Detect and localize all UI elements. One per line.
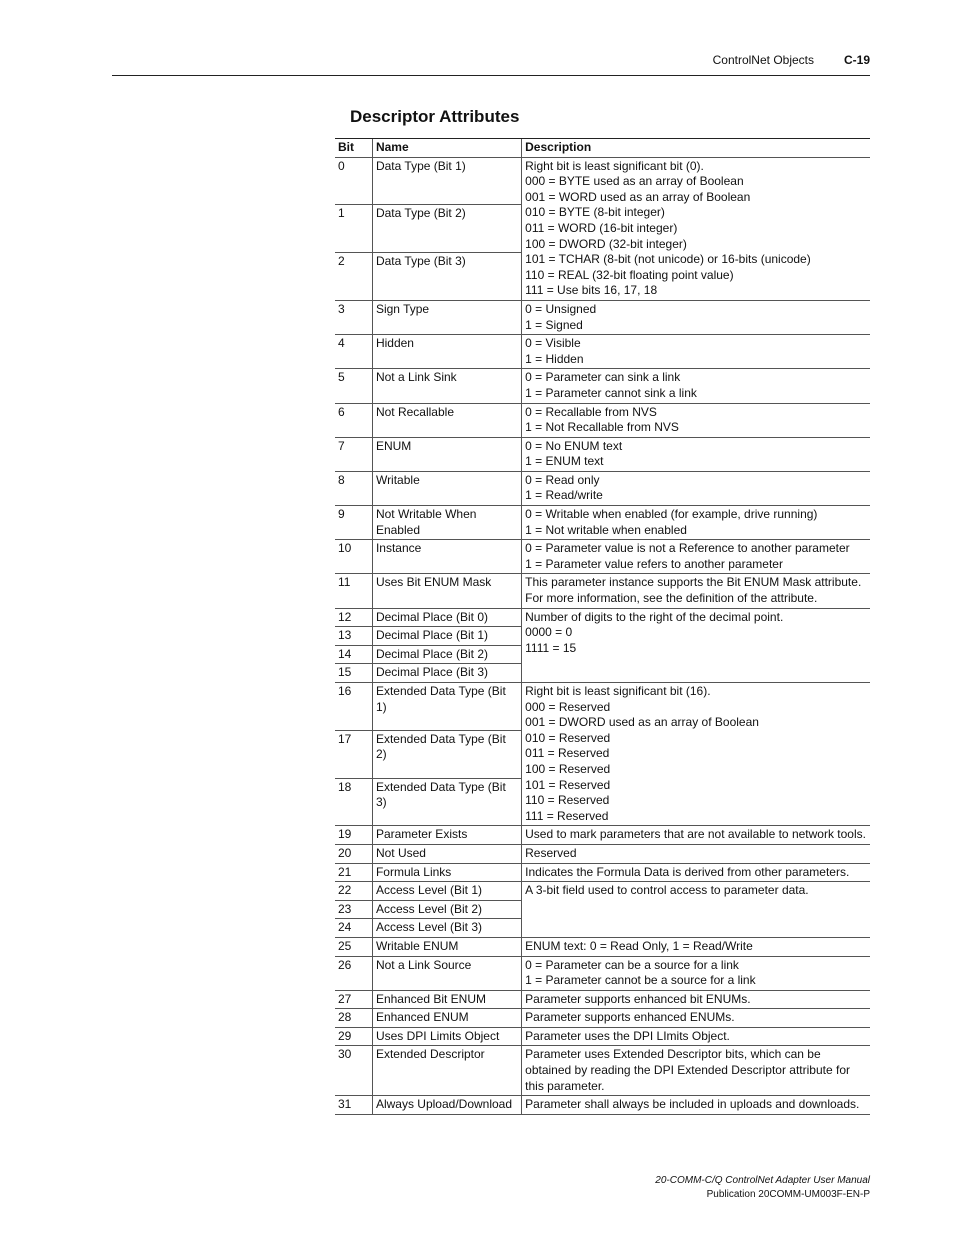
name-cell: Formula Links <box>372 863 521 882</box>
description-line: 011 = Reserved <box>525 746 610 761</box>
table-row <box>335 844 870 863</box>
description-line: Used to mark parameters that are not available to network tools. <box>525 827 866 842</box>
page-number: C-19 <box>843 53 870 67</box>
running-header-section: ControlNet Objects <box>712 53 814 67</box>
description-line: 0 = Recallable from NVS <box>525 404 657 419</box>
description-line: 0 = Read only <box>525 472 600 487</box>
name-cell: Data Type (Bit 2) <box>372 205 521 253</box>
bit-cell: 21 <box>335 863 372 882</box>
description-line: 001 = DWORD used as an array of Boolean <box>525 715 759 730</box>
description-line: 000 = BYTE used as an array of Boolean <box>525 174 744 189</box>
description-line: 100 = DWORD (32-bit integer) <box>525 236 687 251</box>
name-cell: Not Recallable <box>372 403 521 437</box>
bit-cell: 30 <box>335 1046 372 1096</box>
table-row <box>335 437 870 471</box>
footer-publication: Publication 20COMM-UM003F-EN-P <box>706 1189 870 1200</box>
name-cell: Enhanced ENUM <box>372 1009 521 1028</box>
bit-cell: 26 <box>335 956 372 990</box>
table-row <box>335 990 870 1009</box>
table-row <box>335 300 870 334</box>
table-row <box>335 882 870 901</box>
description-line: 111 = Use bits 16, 17, 18 <box>525 283 658 298</box>
name-cell: Extended Data Type (Bit 3) <box>372 778 521 826</box>
description-line: Right bit is least significant bit (0). <box>525 158 704 173</box>
description-line: For more information, see the definition of the attribute. <box>525 591 818 606</box>
name-cell: Writable <box>372 471 521 505</box>
description-line: 0 = Writable when enabled (for example, drive running) <box>525 507 818 522</box>
bit-cell: 14 <box>335 645 372 664</box>
description-line: 101 = Reserved <box>525 777 611 792</box>
column-header-bit: Bit <box>335 139 372 158</box>
name-cell: Enhanced Bit ENUM <box>372 990 521 1009</box>
name-cell: Extended Data Type (Bit 1) <box>372 683 521 731</box>
name-cell: Decimal Place (Bit 3) <box>372 664 521 683</box>
description-line: Parameter supports enhanced ENUMs. <box>525 1010 735 1025</box>
description-line: 000 = Reserved <box>525 699 611 714</box>
bit-cell: 20 <box>335 844 372 863</box>
description-line: 111 = Reserved <box>525 808 609 823</box>
bit-cell: 27 <box>335 990 372 1009</box>
header-rule <box>112 75 870 76</box>
name-cell: Data Type (Bit 3) <box>372 253 521 301</box>
bit-cell: 15 <box>335 664 372 683</box>
bit-cell: 12 <box>335 608 372 627</box>
description-line: Right bit is least significant bit (16). <box>525 684 711 698</box>
description-line: 110 = REAL (32-bit floating point value) <box>525 267 734 282</box>
name-cell: Extended Descriptor <box>372 1046 521 1096</box>
name-cell: Access Level (Bit 2) <box>372 900 521 919</box>
name-cell: Access Level (Bit 1) <box>372 882 521 901</box>
description-line: 0 = Parameter value is not a Reference to another parameter <box>525 541 850 556</box>
table-row <box>335 471 870 505</box>
table-row <box>335 335 870 369</box>
table-row <box>335 937 870 956</box>
description-cell <box>522 844 870 863</box>
description-cell <box>522 882 870 938</box>
bit-cell: 6 <box>335 403 372 437</box>
description-cell <box>522 990 870 1009</box>
description-line: 1 = Parameter cannot be a source for a link <box>525 973 756 988</box>
name-cell: Sign Type <box>372 300 521 334</box>
description-cell <box>522 540 870 574</box>
descriptor-attributes-table <box>335 138 870 1115</box>
name-cell: ENUM <box>372 437 521 471</box>
description-line: 110 = Reserved <box>525 793 610 808</box>
description-line: This parameter instance supports the Bit ENUM Mask attribute. <box>525 575 862 590</box>
bit-cell: 11 <box>335 574 372 608</box>
section-title: Descriptor Attributes <box>350 107 520 126</box>
bit-cell: 23 <box>335 900 372 919</box>
description-line: Parameter uses the DPI LImits Object. <box>525 1028 730 1043</box>
description-cell <box>522 506 870 540</box>
description-line: 1 = Not Recallable from NVS <box>525 420 679 435</box>
description-cell <box>522 956 870 990</box>
table-row <box>335 608 870 627</box>
description-line: Parameter uses Extended Descriptor bits, which can be obtained by reading the DPI Extended Descriptor attribute for this parameter. <box>525 1047 850 1093</box>
column-header-description: Description <box>522 139 870 158</box>
bit-cell: 8 <box>335 471 372 505</box>
description-cell <box>522 608 870 682</box>
description-cell <box>522 1096 870 1115</box>
name-cell: Always Upload/Download <box>372 1096 521 1115</box>
bit-cell: 25 <box>335 937 372 956</box>
bit-cell: 4 <box>335 335 372 369</box>
name-cell: Uses DPI Limits Object <box>372 1027 521 1046</box>
table-row <box>335 506 870 540</box>
description-cell <box>522 1046 870 1096</box>
name-cell: Hidden <box>372 335 521 369</box>
name-cell: Access Level (Bit 3) <box>372 919 521 938</box>
table-row <box>335 157 870 205</box>
name-cell: Uses Bit ENUM Mask <box>372 574 521 608</box>
description-line: Indicates the Formula Data is derived from other parameters. <box>525 864 850 879</box>
name-cell: Not Used <box>372 844 521 863</box>
name-cell: Not a Link Sink <box>372 369 521 403</box>
table-row <box>335 683 870 731</box>
description-line: 011 = WORD (16-bit integer) <box>525 220 678 235</box>
table-header-row <box>335 139 870 158</box>
description-line: 010 = BYTE (8-bit integer) <box>525 205 665 220</box>
description-line: 100 = Reserved <box>525 761 611 776</box>
bit-cell: 10 <box>335 540 372 574</box>
table-body <box>335 157 870 1114</box>
name-cell: Instance <box>372 540 521 574</box>
table-row <box>335 403 870 437</box>
bit-cell: 7 <box>335 437 372 471</box>
table-row <box>335 956 870 990</box>
description-line: 101 = TCHAR (8-bit (not unicode) or 16-bits (unicode) <box>525 252 811 267</box>
description-line: ENUM text: 0 = Read Only, 1 = Read/Write <box>525 938 753 953</box>
description-line: 0 = Parameter can be a source for a link <box>525 957 739 972</box>
table-row <box>335 540 870 574</box>
description-line: 1 = Hidden <box>525 351 584 366</box>
description-line: 0 = Unsigned <box>525 301 597 316</box>
name-cell: Extended Data Type (Bit 2) <box>372 730 521 778</box>
description-line: 1 = Read/write <box>525 488 603 503</box>
name-cell: Not Writable When Enabled <box>372 506 521 540</box>
description-cell <box>522 335 870 369</box>
description-line: 0 = Visible <box>525 336 581 351</box>
bit-cell: 31 <box>335 1096 372 1115</box>
bit-cell: 17 <box>335 730 372 778</box>
name-cell: Data Type (Bit 1) <box>372 157 521 205</box>
name-cell: Decimal Place (Bit 1) <box>372 627 521 646</box>
description-line: Reserved <box>525 845 577 860</box>
bit-cell: 5 <box>335 369 372 403</box>
footer-manual-title: 20-COMM-C/Q ControlNet Adapter User Manual <box>655 1175 870 1186</box>
bit-cell: 2 <box>335 253 372 301</box>
description-line: Parameter supports enhanced bit ENUMs. <box>525 991 751 1006</box>
description-cell <box>522 300 870 334</box>
bit-cell: 24 <box>335 919 372 938</box>
description-cell <box>522 471 870 505</box>
table-row <box>335 574 870 608</box>
description-line: 1 = Not writable when enabled <box>525 522 687 537</box>
description-cell <box>522 369 870 403</box>
bit-cell: 16 <box>335 683 372 731</box>
description-line: 1 = Parameter value refers to another parameter <box>525 556 783 571</box>
description-cell <box>522 1009 870 1028</box>
bit-cell: 28 <box>335 1009 372 1028</box>
description-line: Parameter shall always be included in uploads and downloads. <box>525 1097 860 1112</box>
column-header-name: Name <box>372 139 521 158</box>
table-row <box>335 369 870 403</box>
description-line: 1 = Signed <box>525 317 583 332</box>
description-line: 001 = WORD used as an array of Boolean <box>525 189 751 204</box>
description-line: 1 = Parameter cannot sink a link <box>525 385 697 400</box>
name-cell: Writable ENUM <box>372 937 521 956</box>
table-row <box>335 1096 870 1115</box>
description-line: A 3-bit field used to control access to parameter data. <box>525 883 809 898</box>
bit-cell: 0 <box>335 157 372 205</box>
table-row <box>335 1027 870 1046</box>
description-cell <box>522 574 870 608</box>
bit-cell: 19 <box>335 826 372 845</box>
bit-cell: 1 <box>335 205 372 253</box>
table-row <box>335 826 870 845</box>
table-row <box>335 863 870 882</box>
description-cell <box>522 1027 870 1046</box>
bit-cell: 29 <box>335 1027 372 1046</box>
description-cell <box>522 863 870 882</box>
name-cell: Not a Link Source <box>372 956 521 990</box>
description-line: 1111 = 15 <box>525 640 577 655</box>
description-cell <box>522 937 870 956</box>
description-cell <box>522 437 870 471</box>
bit-cell: 13 <box>335 627 372 646</box>
description-line: Number of digits to the right of the decimal point. <box>525 609 784 624</box>
table-row <box>335 1009 870 1028</box>
description-cell <box>522 403 870 437</box>
name-cell: Decimal Place (Bit 0) <box>372 608 521 627</box>
description-cell <box>522 157 870 300</box>
description-line: 0000 = 0 <box>525 625 573 640</box>
bit-cell: 9 <box>335 506 372 540</box>
description-line: 1 = ENUM text <box>525 454 604 469</box>
name-cell: Parameter Exists <box>372 826 521 845</box>
description-line: 010 = Reserved <box>525 730 611 745</box>
table-row <box>335 1046 870 1096</box>
description-cell <box>522 683 870 826</box>
bit-cell: 3 <box>335 300 372 334</box>
name-cell: Decimal Place (Bit 2) <box>372 645 521 664</box>
bit-cell: 22 <box>335 882 372 901</box>
description-line: 0 = Parameter can sink a link <box>525 370 681 385</box>
bit-cell: 18 <box>335 778 372 826</box>
description-line: 0 = No ENUM text <box>525 438 623 453</box>
description-cell <box>522 826 870 845</box>
